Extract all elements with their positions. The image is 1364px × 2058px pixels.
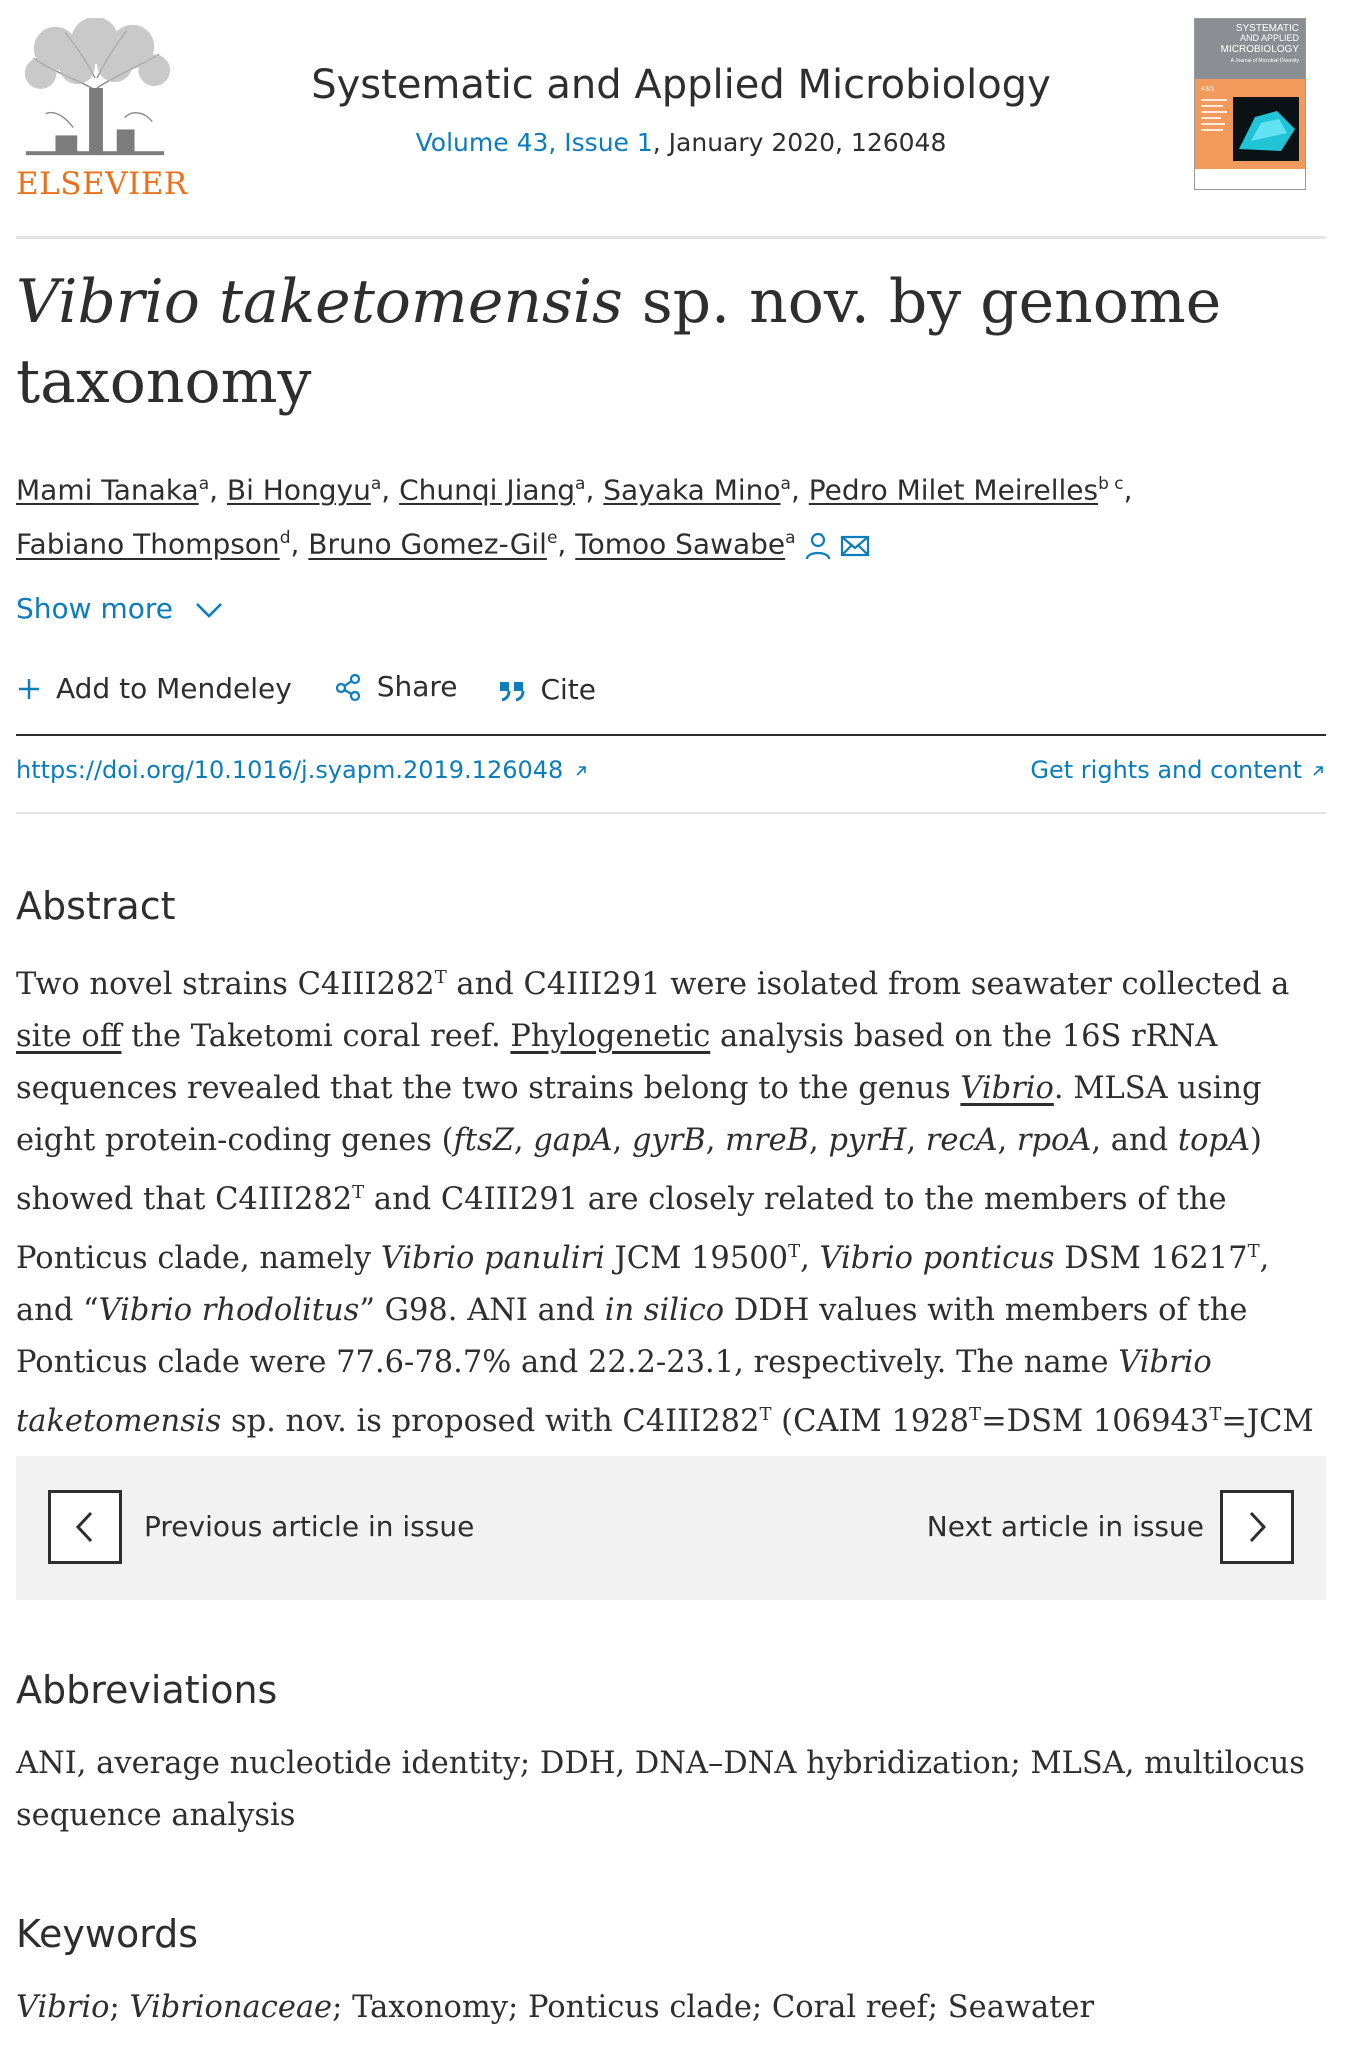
elsevier-tree-icon (16, 18, 174, 158)
affiliation-sup: a (780, 474, 791, 494)
cover-volume: 43/1 (1201, 86, 1215, 93)
abbreviations-text: ANI, average nucleotide identity; DDH, DNA–DNA hybridization; MLSA, multilocus sequence analysis (16, 1746, 1305, 1833)
previous-article-link[interactable]: Previous article in issue (144, 1510, 475, 1543)
rights-content-link[interactable] (1030, 756, 1326, 784)
show-more-button[interactable] (16, 592, 224, 625)
links-divider (16, 812, 1326, 814)
journal-cover-image[interactable] (1194, 18, 1306, 190)
affiliation-sup: a (785, 528, 796, 549)
share-label: Share (376, 670, 458, 703)
share-icon (333, 672, 363, 702)
doi-text: https://doi.org/10.1016/j.syapm.2019.126048 (16, 756, 564, 784)
keyword: Taxonomy; Ponticus clade; Coral reef; Seawater (352, 1990, 1095, 2025)
keywords-heading: Keywords (16, 1912, 199, 1956)
author-link[interactable]: Chunqi Jiang (399, 473, 576, 507)
header-divider (16, 236, 1326, 239)
author-separator: , (381, 473, 400, 507)
rights-text: Get rights and content (1030, 756, 1302, 784)
author-link[interactable]: Fabiano Thompson (16, 527, 280, 561)
actions-divider (16, 734, 1326, 736)
author-separator: , (557, 527, 576, 561)
issue-navigation (16, 1456, 1326, 1600)
previous-article-button[interactable] (48, 1490, 122, 1564)
cite-button[interactable] (498, 673, 596, 706)
abbreviations-heading: Abbreviations (16, 1668, 278, 1712)
cover-title-2: AND APPLIED (1239, 33, 1299, 43)
abstract-body: Two novel strains $C4III282^T$ and C4III291 were isolated from seawater collected a site off the Taketomi coral reef. Phylogenetic analysis based on the 16S rRNA sequences revealed that the two strains belong to the genus Vibrio. MLSA using eight protein-coding genes (ftsZ, gapA, gyrB, mreB, pyrH, recA, rpoA, and topA) showed that $C4III282^T$ and C4III291 are closely related to the members of the Ponticus clade, namely Vibrio panuliri JCM $19500^T$, Vibrio ponticus DSM $16217^T$, and “Vibrio rhodolitus” G98. ANI and in silico DDH values with members of the Ponticus clade were 77.6-78.7% and 22.2-23.1, respectively. The name Vibrio taketomensis sp. nov. is proposed with $C4III282^T$ (CAIM $1928^T=DSM$ $106943^T=JCM$ (16, 967, 1314, 1440)
quote-icon (498, 678, 526, 702)
author-separator: , (290, 527, 309, 561)
elsevier-logo[interactable] (16, 18, 188, 202)
cite-label: Cite (540, 673, 596, 706)
plus-icon (16, 676, 42, 702)
next-article-link[interactable]: Next article in issue (926, 1510, 1204, 1543)
external-link-icon (1310, 763, 1326, 779)
affiliation-sup: e (546, 528, 558, 549)
author-separator: , (209, 473, 227, 507)
site-off-link[interactable]: site off (16, 1019, 122, 1055)
affiliation-sup: d (279, 528, 291, 549)
title-rest: sp. nov. by genome taxonomy (16, 267, 1222, 417)
add-to-mendeley-label: Add to Mendeley (56, 672, 292, 705)
vibrio-link[interactable]: Vibrio (960, 1071, 1054, 1107)
journal-title-link[interactable]: Systematic and Applied Microbiology (311, 62, 1051, 108)
journal-header (16, 0, 1326, 238)
author-link[interactable]: Tomoo Sawabe (575, 527, 786, 561)
show-more-label: Show more (16, 592, 173, 625)
author-list (16, 460, 1326, 569)
person-icon[interactable] (804, 531, 832, 561)
affiliation-sup: a (370, 474, 382, 494)
share-button[interactable] (333, 670, 458, 703)
title-species: Vibrio taketomensis (16, 267, 623, 337)
next-article-button[interactable] (1220, 1490, 1294, 1564)
doi-link[interactable] (16, 756, 589, 784)
external-link-icon (573, 763, 589, 779)
affiliation-sup: a (198, 474, 210, 494)
author-link[interactable]: Bi Hongyu (226, 473, 371, 507)
author-link[interactable]: Mami Tanaka (16, 473, 199, 507)
keyword: Vibrionaceae (129, 1990, 333, 2025)
author-link[interactable]: Pedro Milet Meirelles (808, 473, 1099, 507)
author-separator: , (1123, 473, 1133, 507)
cover-title-3: MICROBIOLOGY (1220, 44, 1299, 55)
email-icon[interactable] (840, 534, 870, 558)
cover-subtitle: A Journal of Microbial Diversity (1230, 58, 1299, 64)
article-title (16, 262, 1326, 422)
chevron-right-icon (1242, 1509, 1272, 1545)
article-actions (16, 670, 628, 714)
elsevier-wordmark: ELSEVIER (16, 166, 188, 202)
author-link[interactable]: Sayaka Mino (603, 473, 781, 507)
phylogenetic-link[interactable]: Phylogenetic (510, 1019, 711, 1055)
journal-cover-graphic (1195, 19, 1305, 189)
add-to-mendeley-button[interactable] (16, 672, 292, 705)
author-separator: , (585, 473, 604, 507)
author-separator: , (790, 473, 809, 507)
issue-date: , January 2020, 126048 (652, 128, 947, 157)
affiliation-sup: a (575, 474, 586, 494)
author-link[interactable]: Bruno Gomez-Gil (308, 527, 547, 561)
keyword-list: Vibrio; Vibrionaceae; Taxonomy; Ponticus clade; Coral reef; Seawater (16, 1990, 1095, 2025)
issue-info (296, 128, 1066, 157)
volume-issue-link[interactable]: Volume 43, Issue 1 (415, 128, 653, 157)
cover-title-1: SYSTEMATIC (1235, 23, 1299, 34)
affiliation-sup: b c (1098, 474, 1124, 494)
keyword: Vibrio (16, 1990, 110, 2025)
chevron-down-icon (194, 600, 224, 620)
abstract-heading: Abstract (16, 884, 176, 928)
chevron-left-icon (70, 1509, 100, 1545)
